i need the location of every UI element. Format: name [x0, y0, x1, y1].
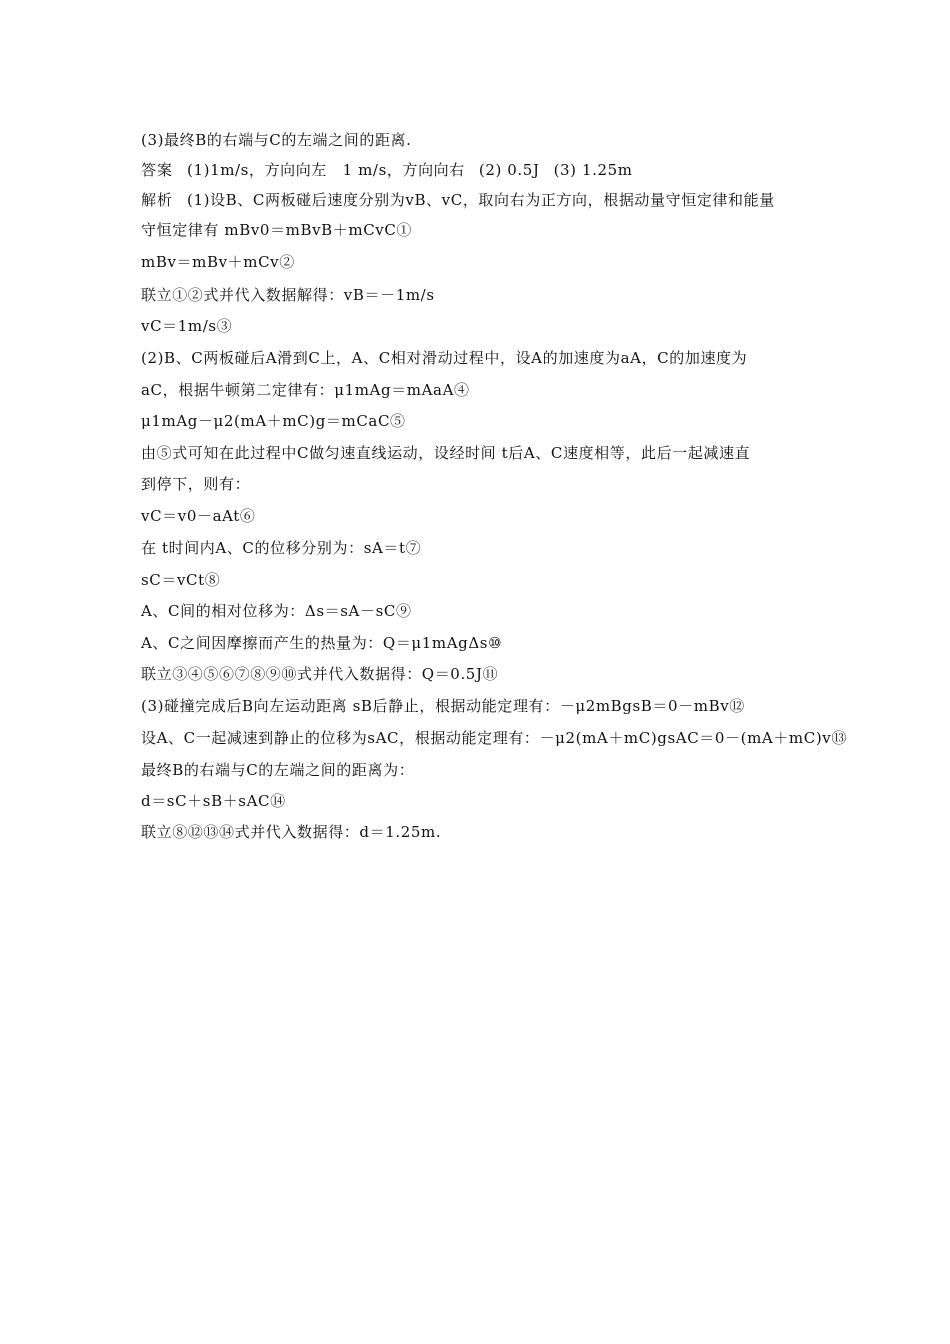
answer-part-3: (3) 1.25m [553, 161, 633, 179]
answer-part-2: (2) 0.5J [478, 161, 540, 179]
analysis-line: 在 t时间内A、C的位移分别为：sA＝t⑦ [141, 539, 422, 557]
analysis-line: A、C间的相对位移为：Δs＝sA－sC⑨ [141, 602, 412, 620]
analysis-line [141, 190, 775, 210]
analysis-line: 联立⑧⑫⑬⑭式并代入数据得：d＝1.25m. [141, 823, 442, 841]
analysis-line: 联立①②式并代入数据解得：vB＝－1m/s [141, 286, 435, 304]
analysis-line: vC＝v0－aAt⑥ [141, 507, 256, 525]
analysis-line: vC＝1m/s③ [141, 317, 233, 335]
analysis-line: mBv＝mBv＋mCv② [141, 253, 295, 271]
analysis-line: 设A、C一起减速到静止的位移为sAC，根据动能定理有：－μ2(mA＋mC)gsAC＝0－(mA＋mC)v⑬ [141, 729, 847, 747]
analysis-line: 到停下，则有： [141, 475, 251, 493]
analysis-line: 由⑤式可知在此过程中C做匀速直线运动，设经时间 t后A、C速度相等，此后一起减速直 [141, 444, 751, 462]
answer-part-1: (1)1m/s，方向向左 1 m/s，方向向右 [187, 161, 465, 179]
analysis-line: d＝sC＋sB＋sAC⑭ [141, 792, 286, 810]
question-line: (3)最终B的右端与C的左端之间的距离. [141, 131, 412, 149]
analysis-text: (1)设B、C两板碰后速度分别为vB、vC，取向右为正方向，根据动量守恒定律和能量 [187, 191, 775, 209]
analysis-line: (2)B、C两板碰后A滑到C上，A、C相对滑动过程中，设A的加速度为aA，C的加速度为 [141, 349, 748, 367]
analysis-line: A、C之间因摩擦而产生的热量为：Q＝μ1mAgΔs⑩ [141, 634, 503, 652]
analysis-label: 解析 [141, 191, 174, 209]
analysis-line: 守恒定律有 mBv0＝mBvB＋mCvC① [141, 221, 413, 239]
analysis-line: aC，根据牛顿第二定律有：μ1mAg＝mAaA④ [141, 381, 470, 399]
analysis-line: 最终B的右端与C的左端之间的距离为： [141, 761, 415, 779]
analysis-line: sC＝vCt⑧ [141, 571, 221, 589]
analysis-line: μ1mAg－μ2(mA＋mC)g＝mCaC⑤ [141, 412, 406, 430]
analysis-line: (3)碰撞完成后B向左运动距离 sB后静止，根据动能定理有：－μ2mBgsB＝0－mBv⑫ [141, 697, 745, 715]
answer-label: 答案 [141, 161, 174, 179]
analysis-line: 联立③④⑤⑥⑦⑧⑨⑩式并代入数据得：Q＝0.5J⑪ [141, 665, 499, 683]
answer-line [141, 160, 633, 180]
